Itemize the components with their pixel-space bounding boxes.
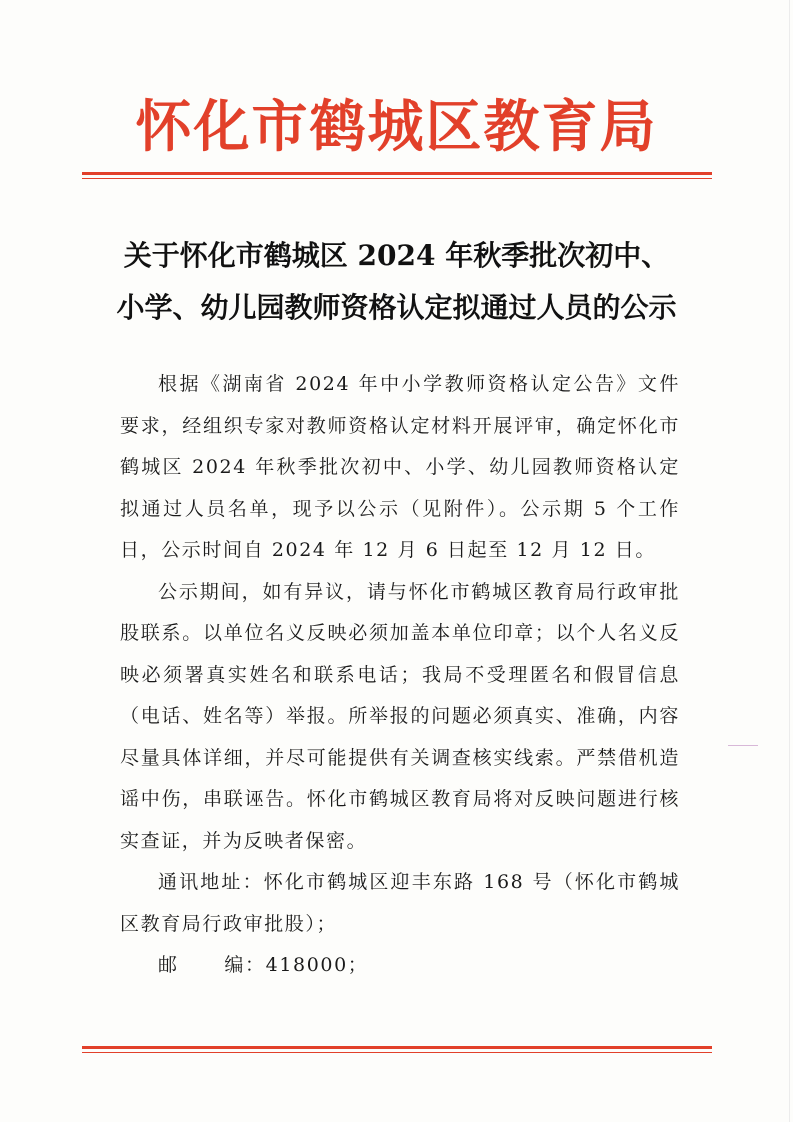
letterhead-rule-thick <box>82 172 712 175</box>
letterhead-org-name: 怀化市鹤城区教育局 <box>135 95 658 160</box>
scan-artifact-mark <box>728 745 758 746</box>
document-title-line-1: 关于怀化市鹤城区 2024 年秋季批次初中、 <box>123 239 670 272</box>
footer-rule-thick <box>82 1046 712 1049</box>
body-paragraph-2: 公示期间，如有异议，请与怀化市鹤城区教育局行政审批股联系。以单位名义反映必须加盖本单位印章；以个人名义反映必须署真实姓名和联系电话；我局不受理匿名和假冒信息（电话、姓名等）举报。所举报的问题必须真实、准确，内容尽量具体详细，并尽可能提供有关调查核实线索。严禁借机造谣中伤，串联诬告。怀化市鹤城区教育局将对反映问题进行核实查证，并为反映者保密。 <box>120 580 680 852</box>
contact-postcode: 邮 编：418000； <box>158 954 369 976</box>
document-body <box>120 364 680 987</box>
document-title-line-2: 小学、幼儿园教师资格认定拟通过人员的公示 <box>116 291 677 324</box>
scan-edge-line <box>789 0 790 1122</box>
document-title <box>60 230 733 334</box>
letterhead-rule-thin <box>82 178 712 179</box>
footer-rule-thin <box>82 1052 712 1053</box>
contact-address: 通讯地址：怀化市鹤城区迎丰东路 168 号（怀化市鹤城区教育局行政审批股）； <box>120 871 680 935</box>
body-paragraph-1: 根据《湖南省 2024 年中小学教师资格认定公告》文件要求，经组织专家对教师资格认定材料开展评审，确定怀化市鹤城区 2024 年秋季批次初中、小学、幼儿园教师资格认定拟通过人员名单，现予以公示（见附件）。公示期 5 个工作日，公示时间自 2024 年 12 月 6 日起至 12 月 12 日。 <box>120 373 680 561</box>
